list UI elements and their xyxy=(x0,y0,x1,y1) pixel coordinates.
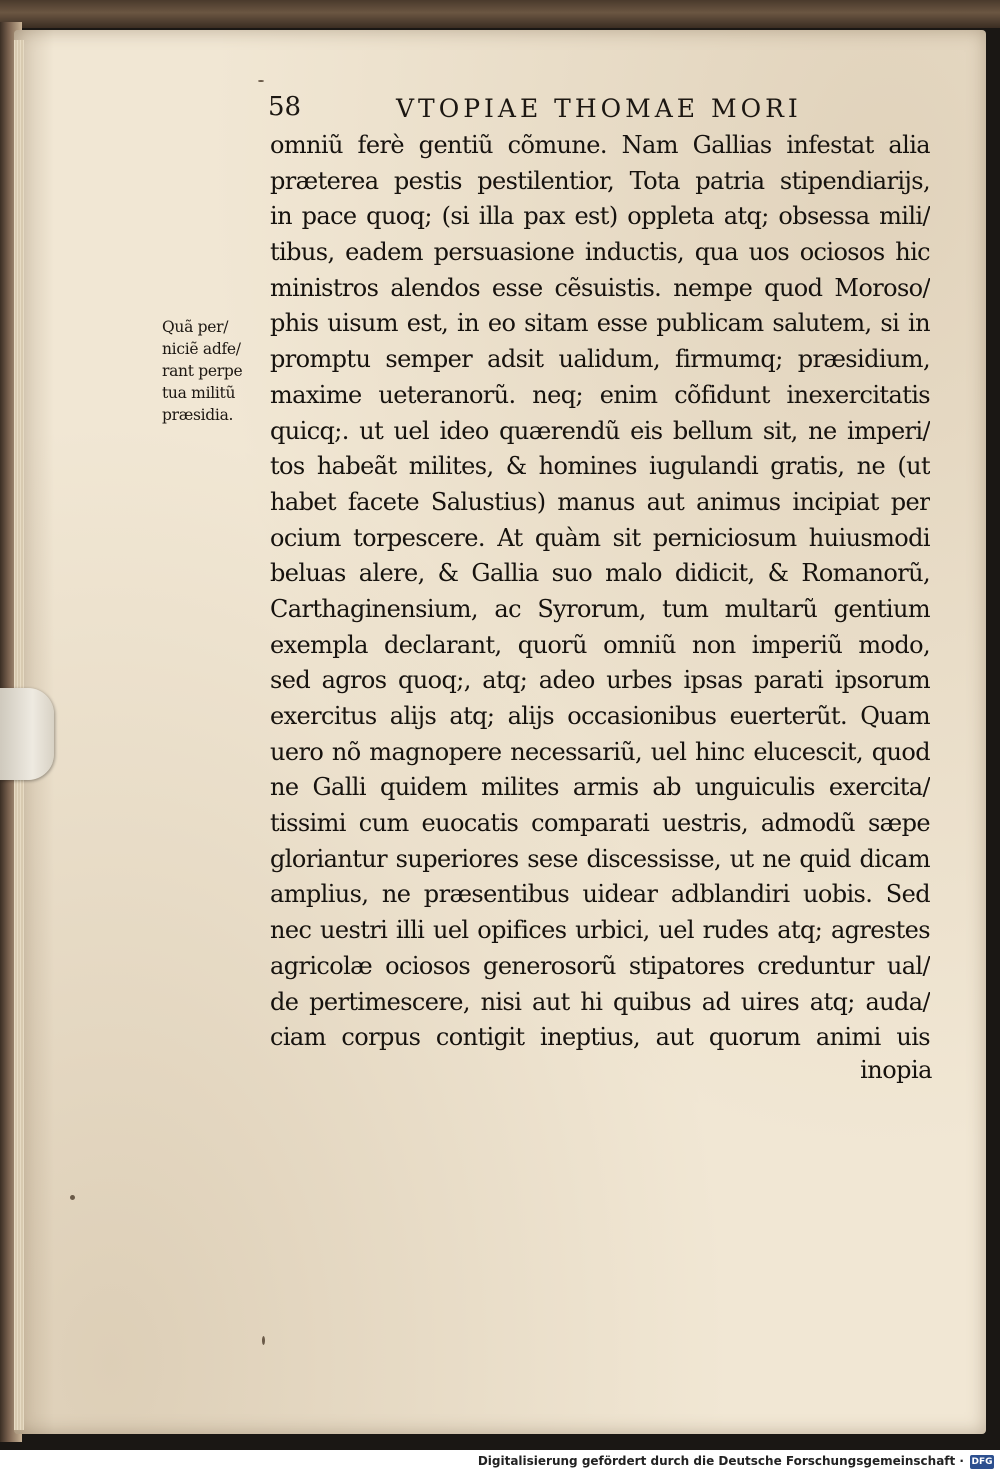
page-number: 58 xyxy=(268,92,302,122)
running-title: VTOPIAE THOMAE MORI xyxy=(396,94,802,123)
text-line: præterea pestis pestilentior, Tota patria stipendiarijs, xyxy=(270,166,930,195)
text-line: exercitus alijs atq; alijs occasionibus euerterũt. Quam xyxy=(270,702,930,730)
marginal-note-line: niciẽ adfe/ xyxy=(162,340,241,358)
body-text xyxy=(270,128,930,1056)
text-line: nec uestri illi uel opifices urbici, uel rudes atq; agrestes xyxy=(270,916,930,945)
text-line: tos habeãt milites, & homines iugulandi gratis, ne (ut xyxy=(270,452,930,481)
text-line: amplius, ne præsentibus uidear adblandiri uobis. Sed xyxy=(270,880,930,909)
paper-speck xyxy=(258,80,264,82)
text-line: agricolæ ociosos generosorũ stipatores creduntur ual/ xyxy=(270,951,930,980)
text-line: ne Galli quidem milites armis ab unguiculis exercita/ xyxy=(270,773,930,802)
page-header xyxy=(268,92,928,132)
text-line: Carthaginensium, ac Syrorum, tum multarũ gentium xyxy=(270,594,930,623)
marginal-note-line: rant perpe xyxy=(162,362,243,380)
text-line: beluas alere, & Gallia suo malo didicit, & Romanorũ, xyxy=(270,559,930,588)
text-line: ministros alendos esse cẽsuistis. nempe quod Moroso/ xyxy=(270,273,930,302)
marginal-note xyxy=(162,316,266,426)
text-line: maxime ueteranorũ. neq; enim cõfidunt inexercitatis xyxy=(270,380,930,409)
marginal-note-line: Quã per/ xyxy=(162,318,229,336)
text-line: quicq;. ut uel ideo quærendũ eis bellum sit, ne imperi/ xyxy=(270,416,930,445)
text-line: habet facete Salustius) manus aut animus incipiat per xyxy=(270,487,930,516)
text-line: tissimi cum euocatis comparati uestris, admodũ sæpe xyxy=(270,809,930,838)
text-line: uero nõ magnopere necessariũ, uel hinc elucescit, quod xyxy=(270,737,930,766)
text-line: phis uisum est, in eo sitam esse publicam salutem, si in xyxy=(270,309,930,338)
bookmark-tab xyxy=(0,688,54,780)
text-line: promptu semper adsit ualidum, firmumq; præsidium, xyxy=(270,345,930,374)
text-line: de pertimescere, nisi aut hi quibus ad uires atq; auda/ xyxy=(270,987,930,1016)
paper-speck xyxy=(262,1336,265,1345)
text-line: omniũ ferè gentiũ cõmune. Nam Gallias infestat alia xyxy=(270,131,930,159)
digitization-footer xyxy=(0,1450,1000,1476)
paper-speck xyxy=(70,1195,75,1200)
text-line: ocium torpescere. At quàm sit perniciosum huiusmodi xyxy=(270,523,930,552)
text-line: ciam corpus contigit ineptius, aut quorum animi uis xyxy=(270,1023,930,1052)
text-line: sed agros quoq;, atq; adeo urbes ipsas parati ipsorum xyxy=(270,666,930,695)
text-line: in pace quoq; (si illa pax est) oppleta atq; obsessa mili/ xyxy=(270,202,930,231)
marginal-note-line: præsidia. xyxy=(162,406,234,424)
catchword: inopia xyxy=(860,1056,932,1084)
text-line: exempla declarant, quorũ omniũ non imperiũ modo, xyxy=(270,630,930,659)
marginal-note-line: tua militũ xyxy=(162,384,236,402)
dfg-logo-icon: DFG xyxy=(971,1457,993,1467)
book-binding-top xyxy=(0,0,1000,28)
text-line: tibus, eadem persuasione inductis, qua uos ociosos hic xyxy=(270,238,930,267)
text-line: gloriantur superiores sese discessisse, ut ne quid dicam xyxy=(270,844,930,873)
digitization-credit: Digitalisierung gefördert durch die Deutsche Forschungsgemeinschaft · xyxy=(477,1454,964,1468)
